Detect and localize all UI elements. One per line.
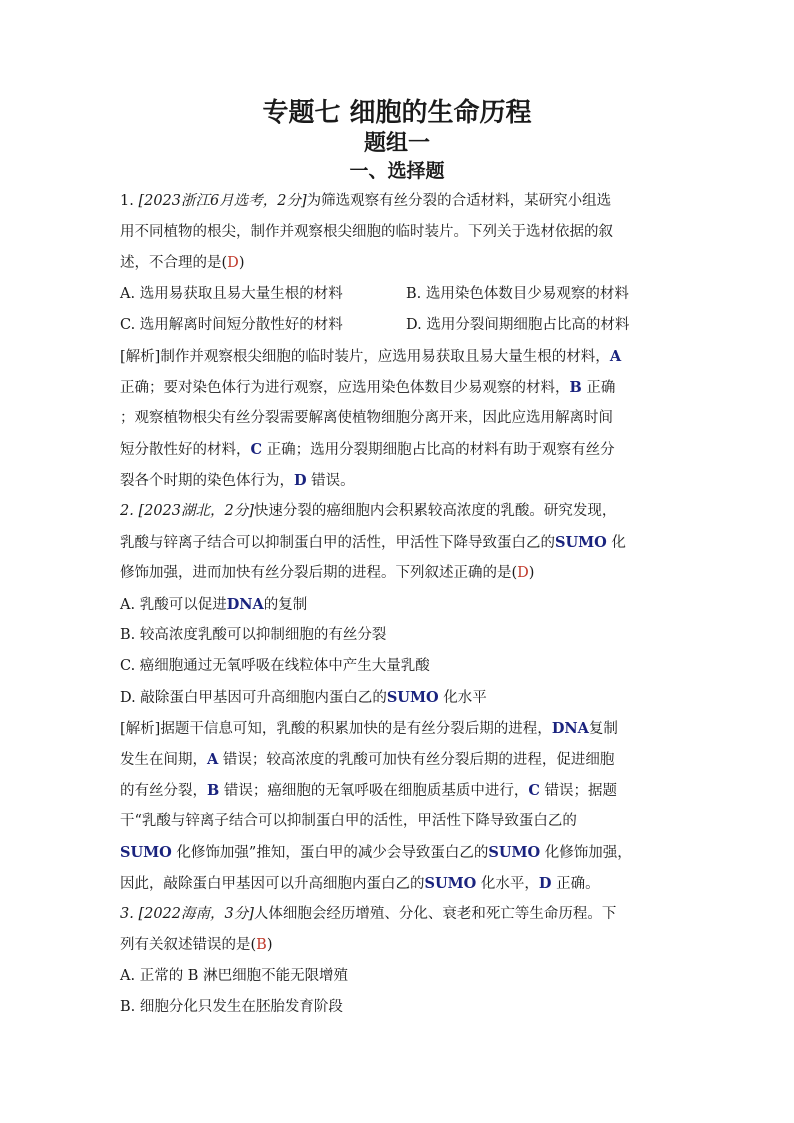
q2-option-d: D. 敲除蛋白甲基因可升高细胞内蛋白乙的SUMO 化水平: [120, 689, 487, 706]
q2-explanation-1: [解析]据题干信息可知，乳酸的积累加快的是有丝分裂后期的进程，DNA复制: [120, 720, 618, 737]
q3-option-a: A. 正常的 B 淋巴细胞不能无限增殖: [120, 968, 349, 984]
q2-line-3: 修饰加强，进而加快有丝分裂后期的进程。下列叙述正确的是(D): [120, 565, 535, 581]
q1-line-2: 用不同植物的根尖，制作并观察根尖细胞的临时装片。下列关于选材依据的叙: [120, 224, 613, 240]
q3-line-2: 列有关叙述错误的是(B): [120, 937, 273, 953]
q1-explanation-3: ；观察植物根尖有丝分裂需要解离使植物细胞分离开来，因此应选用解离时间: [120, 410, 613, 426]
q1-explanation-1: [解析]制作并观察根尖细胞的临时装片，应选用易获取且易大量生根的材料，A: [120, 348, 622, 365]
page-subtitle: 题组一: [363, 131, 430, 156]
q1-option-b: B. 选用染色体数目少易观察的材料: [406, 286, 629, 302]
q3-source: 3. [2022海南，3分]: [120, 906, 254, 922]
q1-options-row-1: [120, 279, 680, 310]
q2-line-2: 乳酸与锌离子结合可以抑制蛋白甲的活性，甲活性下降导致蛋白乙的SUMO 化: [120, 534, 626, 551]
section-heading: 一、选择题: [349, 160, 445, 182]
page-title: 专题七 细胞的生命历程: [262, 98, 532, 128]
q2-explanation-5: SUMO 化修饰加强”推知，蛋白甲的减少会导致蛋白乙的SUMO 化修饰加强，: [120, 844, 632, 861]
q1-explanation-4: 短分散性好的材料，C 正确；选用分裂期细胞占比高的材料有助于观察有丝分: [120, 441, 615, 458]
q1-answer: D: [227, 255, 239, 271]
q1-explanation-2: 正确；要对染色体行为进行观察，应选用染色体数目少易观察的材料，B 正确: [120, 379, 616, 396]
q1-option-a: A. 选用易获取且易大量生根的材料: [120, 286, 343, 302]
q1-option-d: D. 选用分裂间期细胞占比高的材料: [406, 317, 630, 333]
q3-option-b: B. 细胞分化只发生在胚胎发育阶段: [120, 999, 343, 1015]
q1-explanation-5: 裂各个时期的染色体行为，D 错误。: [120, 472, 355, 489]
q2-explanation-4: 干“乳酸与锌离子结合可以抑制蛋白甲的活性，甲活性下降导致蛋白乙的: [120, 813, 577, 829]
q1-options-row-2: [120, 310, 680, 341]
q3-answer: B: [256, 937, 267, 953]
q2-answer: D: [517, 565, 529, 581]
q2-option-b: B. 较高浓度乳酸可以抑制细胞的有丝分裂: [120, 627, 387, 643]
q2-explanation-6: 因此，敲除蛋白甲基因可以升高细胞内蛋白乙的SUMO 化水平，D 正确。: [120, 875, 600, 892]
q1-source: [2023浙江6月选考，2分]: [138, 193, 307, 209]
q2-explanation-3: 的有丝分裂，B 错误；癌细胞的无氧呼吸在细胞质基质中进行，C 错误；据题: [120, 782, 618, 799]
q1-line-3: 述，不合理的是(D): [120, 255, 245, 271]
title-block: [0, 96, 794, 184]
question-content: [120, 186, 680, 1023]
q2-option-a: A. 乳酸可以促进DNA的复制: [120, 596, 308, 613]
q1-line-1: 1. [2023浙江6月选考，2分]为筛选观察有丝分裂的合适材料，某研究小组选: [120, 193, 612, 209]
q2-explanation-2: 发生在间期，A 错误；较高浓度的乳酸可加快有丝分裂后期的进程，促进细胞: [120, 751, 615, 768]
q2-option-c: C. 癌细胞通过无氧呼吸在线粒体中产生大量乳酸: [120, 658, 430, 674]
q3-line-1: 3. [2022海南，3分]人体细胞会经历增殖、分化、衰老和死亡等生命历程。下: [120, 906, 617, 922]
q2-line-1: 2. [2023湖北，2分]快速分裂的癌细胞内会积累较高浓度的乳酸。研究发现，: [120, 503, 617, 519]
q1-option-c: C. 选用解离时间短分散性好的材料: [120, 317, 343, 333]
q2-source: 2. [2023湖北，2分]: [120, 503, 254, 519]
